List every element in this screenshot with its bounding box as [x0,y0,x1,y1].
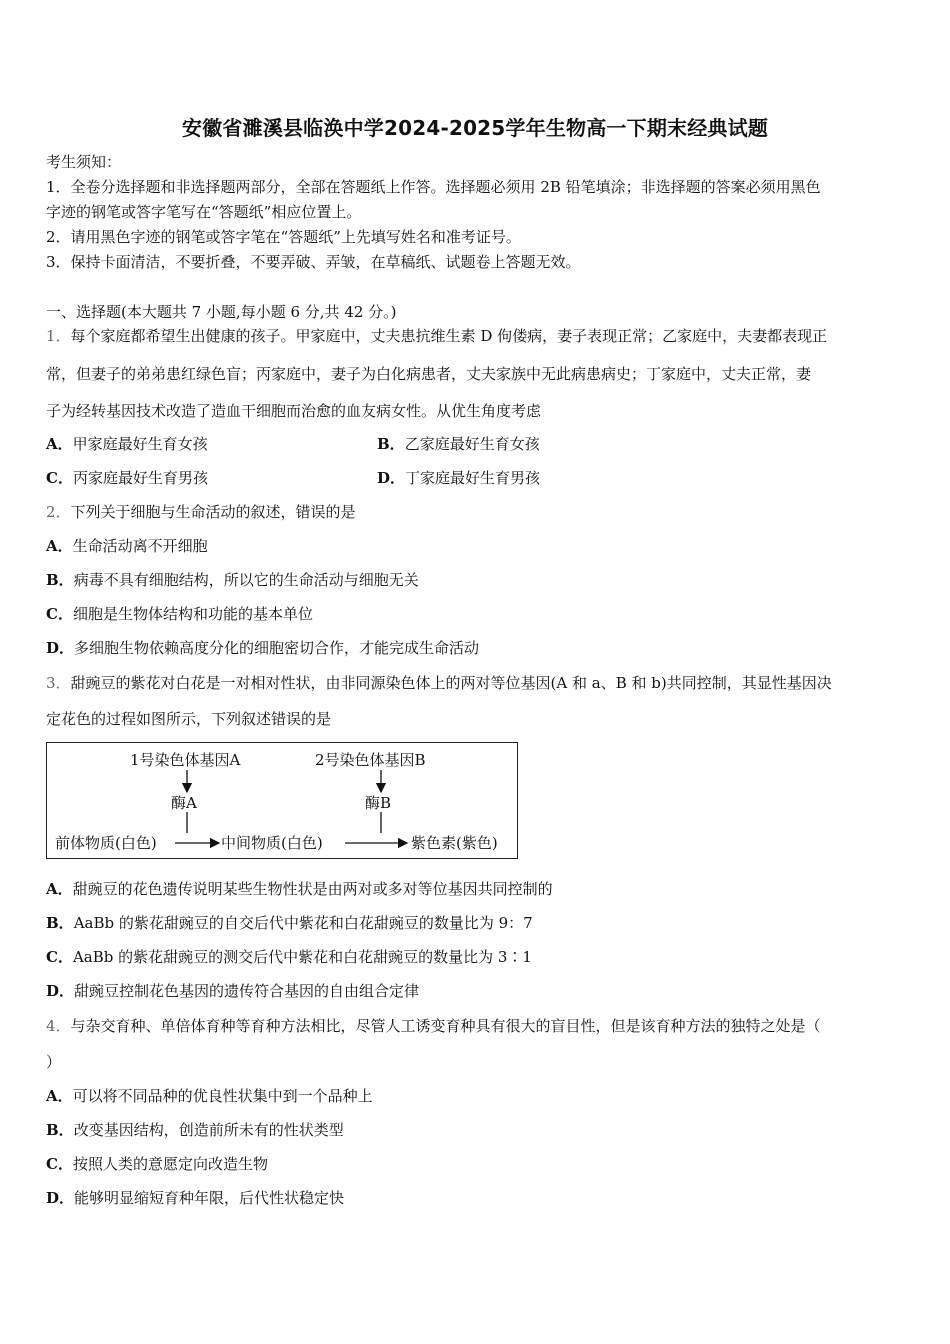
question-3-option-b: B．AaBb 的紫花甜豌豆的自交后代中紫花和白花甜豌豆的数量比为 9：7 [46,914,533,932]
question-1-line-1 [46,326,908,346]
question-4-line-2: ） [46,1053,62,1071]
page-title: 安徽省濉溪县临涣中学2024-2025学年生物高一下期末经典试题 [181,116,769,140]
question-4-option-d: D．能够明显缩短育种年限，后代性状稳定快 [46,1189,345,1207]
question-2-number: 2． [46,503,71,521]
question-2-option-c: C．细胞是生物体结构和功能的基本单位 [46,605,313,623]
question-1-line-2: 常，但妻子的弟弟患红绿色盲；丙家庭中，妻子为白化病患者，丈夫家族中无此病患病史；丁家庭中，丈夫正常，妻 [46,365,812,383]
question-1-option-d: D．丁家庭最好生育男孩 [377,469,541,487]
question-3-option-a: A．甜豌豆的花色遗传说明某些生物性状是由两对或多对等位基因共同控制的 [46,880,553,898]
notice-item-1-line-2: 字迹的钢笔或答字笔写在“答题纸”相应位置上。 [46,203,362,221]
gene-b-label: 2号染色体基因B [315,751,426,769]
question-2-option-d: D．多细胞生物依赖高度分化的细胞密切合作，才能完成生命活动 [46,639,480,657]
question-4-line-1: 4．与杂交育种、单倍体育种等育种方法相比，尽管人工诱变育种具有很大的盲目性，但是该育种方法的独特之处是（ [46,1017,821,1035]
pathway-diagram [46,742,518,859]
question-2-option-b: B．病毒不具有细胞结构，所以它的生命活动与细胞无关 [46,571,419,589]
notice-heading: 考生须知： [46,153,122,171]
intermediate-label: 中间物质(白色) [221,834,323,852]
question-1-number: 1． [46,327,71,345]
question-1-option-a: A．甲家庭最好生育女孩 [46,435,208,453]
question-1-text-1: 每个家庭都希望生出健康的孩子。甲家庭中，丈夫患抗维生素 D 佝偻病，妻子表现正常；乙家庭中，夫妻都表现正 [70,327,828,345]
notice-item-2: 2．请用黑色字迹的钢笔或答字笔在“答题纸”上先填写姓名和准考证号。 [46,228,521,246]
question-1-line-3: 子为经转基因技术改造了造血干细胞而治愈的血友病女性。从优生角度考虑 [46,402,542,420]
question-1-option-c: C．丙家庭最好生育男孩 [46,469,208,487]
enzyme-b-label: 酶B [365,794,392,812]
pigment-label: 紫色素(紫色) [411,834,498,852]
question-4-option-a: A．可以将不同品种的优良性状集中到一个品种上 [46,1087,373,1105]
question-3-number: 3． [46,674,71,692]
question-4-option-c: C．按照人类的意愿定向改造生物 [46,1155,268,1173]
gene-a-label: 1号染色体基因A [130,751,241,769]
question-3-line-2: 定花色的过程如图所示，下列叙述错误的是 [46,710,332,728]
question-3-option-c: C．AaBb 的紫花甜豌豆的测交后代中紫花和白花甜豌豆的数量比为 3∶1 [46,948,532,966]
question-3-option-d: D．甜豌豆控制花色基因的遗传符合基因的自由组合定律 [46,982,420,1000]
question-2-stem: 2．下列关于细胞与生命活动的叙述，错误的是 [46,503,356,521]
question-4-option-b: B．改变基因结构，创造前所未有的性状类型 [46,1121,344,1139]
question-1-option-b: B．乙家庭最好生育女孩 [377,435,540,453]
section-heading: 一、选择题(本大题共 7 小题,每小题 6 分,共 42 分。) [46,303,397,321]
enzyme-a-label: 酶A [171,794,197,812]
notice-item-3: 3．保持卡面清洁，不要折叠，不要弄破、弄皱，在草稿纸、试题卷上答题无效。 [46,253,581,271]
question-4-number: 4． [46,1017,71,1035]
question-3-line-1: 3．甜豌豆的紫花对白花是一对相对性状，由非同源染色体上的两对等位基因(A 和 a、B 和 b)共同控制，其显性基因决 [46,674,832,692]
notice-item-1-line-1: 1．全卷分选择题和非选择题两部分，全部在答题纸上作答。选择题必须用 2B 铅笔填涂；非选择题的答案必须用黑色 [46,178,821,196]
question-2-option-a: A．生命活动离不开细胞 [46,537,208,555]
precursor-label: 前体物质(白色) [55,834,157,852]
